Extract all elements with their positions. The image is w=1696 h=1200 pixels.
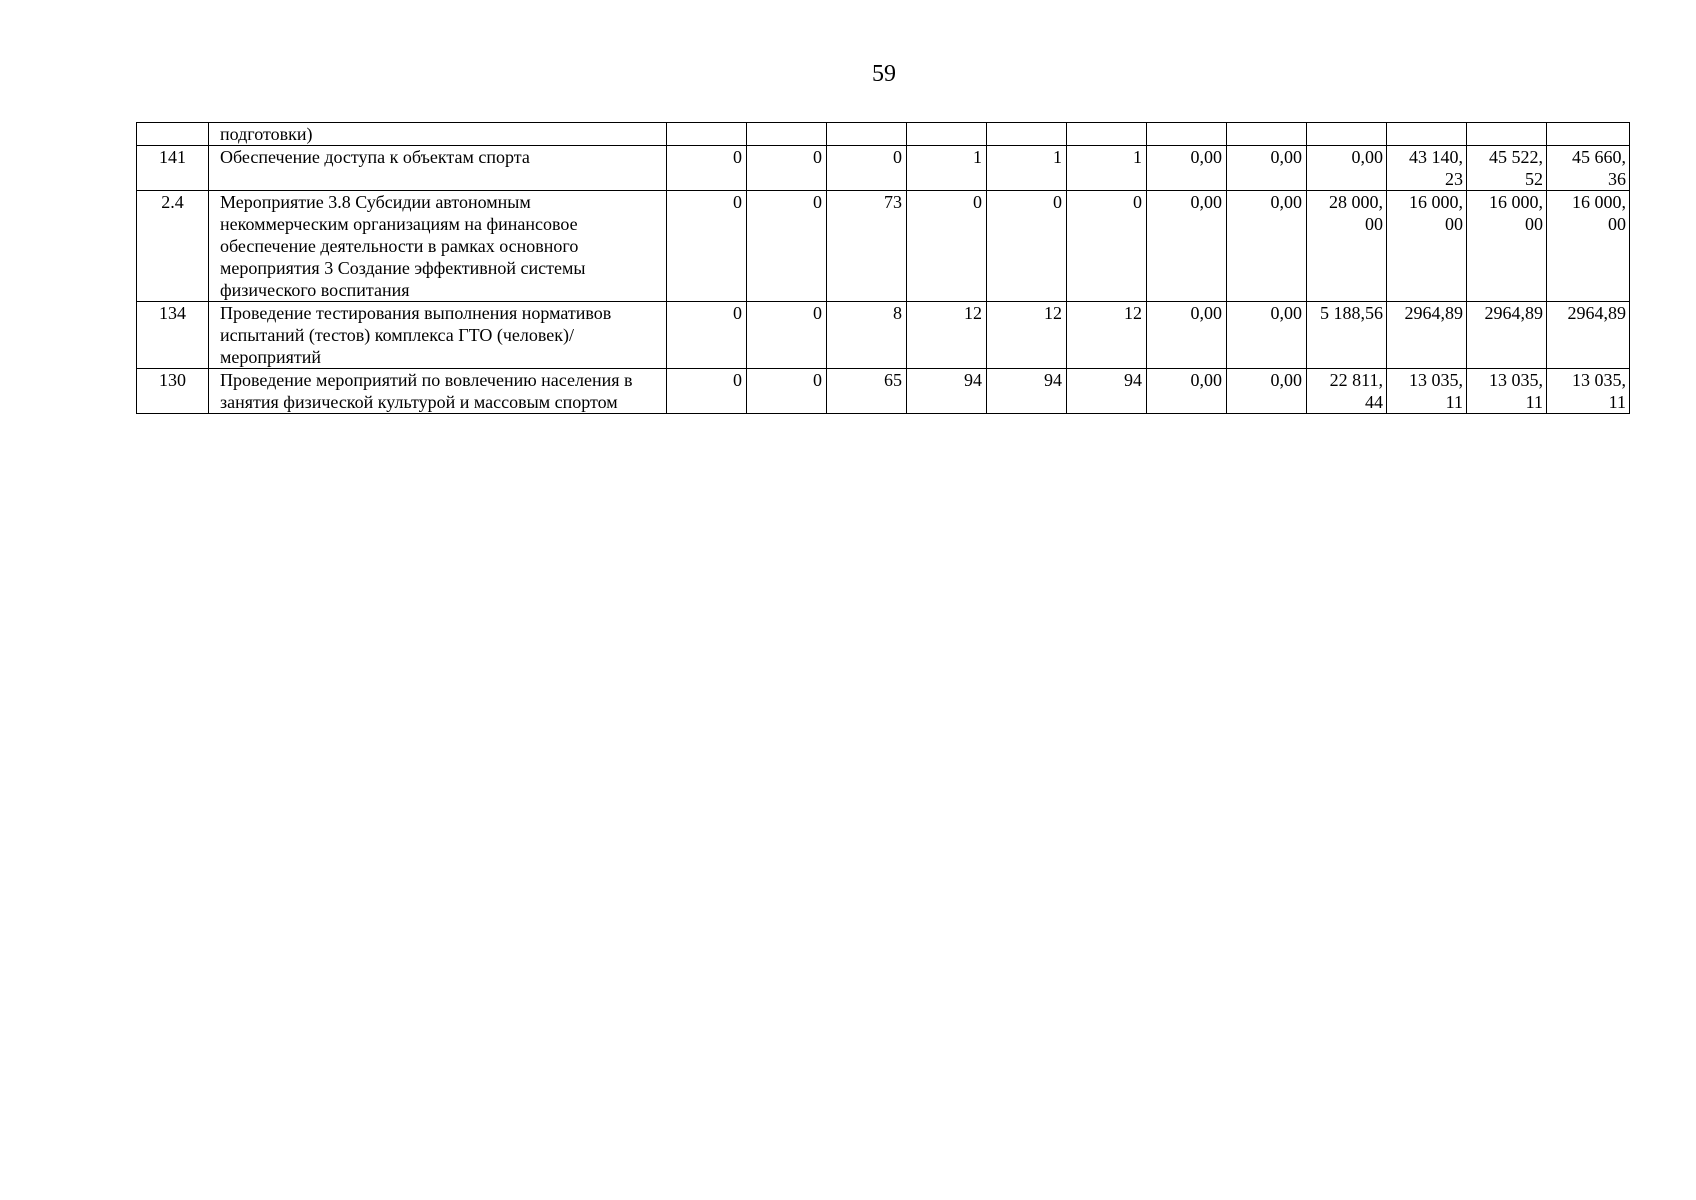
value-cell	[987, 123, 1067, 146]
value-cell: 1	[1067, 146, 1147, 191]
value-cell: 0,00	[1227, 191, 1307, 302]
value-cell: 2964,89	[1547, 302, 1630, 369]
value-cell: 0,00	[1147, 302, 1227, 369]
row-number-cell: 130	[137, 369, 209, 414]
value-cell: 13 035, 11	[1547, 369, 1630, 414]
value-cell: 94	[987, 369, 1067, 414]
value-cell: 0	[1067, 191, 1147, 302]
value-cell: 0,00	[1307, 146, 1387, 191]
row-number-cell: 2.4	[137, 191, 209, 302]
value-cell: 94	[907, 369, 987, 414]
value-cell	[1467, 123, 1547, 146]
value-cell	[1547, 123, 1630, 146]
value-cell	[907, 123, 987, 146]
value-cell	[827, 123, 907, 146]
table-row	[137, 302, 1630, 369]
value-cell: 65	[827, 369, 907, 414]
description-cell: Проведение мероприятий по вовлечению населения в занятия физической культурой и массовым спортом	[209, 369, 667, 414]
table-row	[137, 146, 1630, 191]
table-row	[137, 369, 1630, 414]
value-cell: 0,00	[1147, 146, 1227, 191]
value-cell: 16 000, 00	[1387, 191, 1467, 302]
value-cell: 16 000, 00	[1547, 191, 1630, 302]
value-cell	[1227, 123, 1307, 146]
value-cell: 5 188,56	[1307, 302, 1387, 369]
value-cell: 0	[987, 191, 1067, 302]
value-cell: 94	[1067, 369, 1147, 414]
value-cell: 0	[827, 146, 907, 191]
value-cell: 12	[1067, 302, 1147, 369]
value-cell: 0	[667, 191, 747, 302]
value-cell: 2964,89	[1387, 302, 1467, 369]
value-cell: 73	[827, 191, 907, 302]
value-cell: 0,00	[1227, 146, 1307, 191]
value-cell: 0	[667, 146, 747, 191]
value-cell: 0	[747, 146, 827, 191]
value-cell	[1067, 123, 1147, 146]
row-number-cell: 134	[137, 302, 209, 369]
value-cell	[747, 123, 827, 146]
table-row	[137, 191, 1630, 302]
value-cell: 0	[747, 302, 827, 369]
value-cell: 45 660, 36	[1547, 146, 1630, 191]
value-cell: 8	[827, 302, 907, 369]
value-cell: 1	[987, 146, 1067, 191]
description-cell: Мероприятие 3.8 Субсидии автономным некоммерческим организациям на финансовое обеспечение деятельности в рамках основного мероприятия 3 Создание эффективной системы физического воспитания	[209, 191, 667, 302]
value-cell: 0	[747, 191, 827, 302]
value-cell: 0,00	[1227, 369, 1307, 414]
value-cell: 0	[747, 369, 827, 414]
value-cell: 0	[667, 369, 747, 414]
value-cell: 0,00	[1147, 369, 1227, 414]
value-cell: 0,00	[1227, 302, 1307, 369]
value-cell: 0,00	[1147, 191, 1227, 302]
value-cell: 0	[907, 191, 987, 302]
row-number-cell	[137, 123, 209, 146]
description-cell: Обеспечение доступа к объектам спорта	[209, 146, 667, 191]
value-cell: 45 522, 52	[1467, 146, 1547, 191]
value-cell	[1307, 123, 1387, 146]
description-cell: подготовки)	[209, 123, 667, 146]
value-cell: 43 140, 23	[1387, 146, 1467, 191]
value-cell: 1	[907, 146, 987, 191]
table-row	[137, 123, 1630, 146]
value-cell	[667, 123, 747, 146]
value-cell: 12	[987, 302, 1067, 369]
value-cell: 0	[667, 302, 747, 369]
value-cell: 22 811, 44	[1307, 369, 1387, 414]
page-number: 59	[872, 61, 896, 87]
row-number-cell: 141	[137, 146, 209, 191]
value-cell: 16 000, 00	[1467, 191, 1547, 302]
value-cell	[1147, 123, 1227, 146]
data-table	[136, 122, 1630, 414]
value-cell	[1387, 123, 1467, 146]
value-cell: 13 035, 11	[1387, 369, 1467, 414]
table-body	[137, 123, 1630, 414]
value-cell: 28 000, 00	[1307, 191, 1387, 302]
value-cell: 2964,89	[1467, 302, 1547, 369]
description-cell: Проведение тестирования выполнения нормативов испытаний (тестов) комплекса ГТО (человек)/мероприятий	[209, 302, 667, 369]
value-cell: 12	[907, 302, 987, 369]
value-cell: 13 035, 11	[1467, 369, 1547, 414]
